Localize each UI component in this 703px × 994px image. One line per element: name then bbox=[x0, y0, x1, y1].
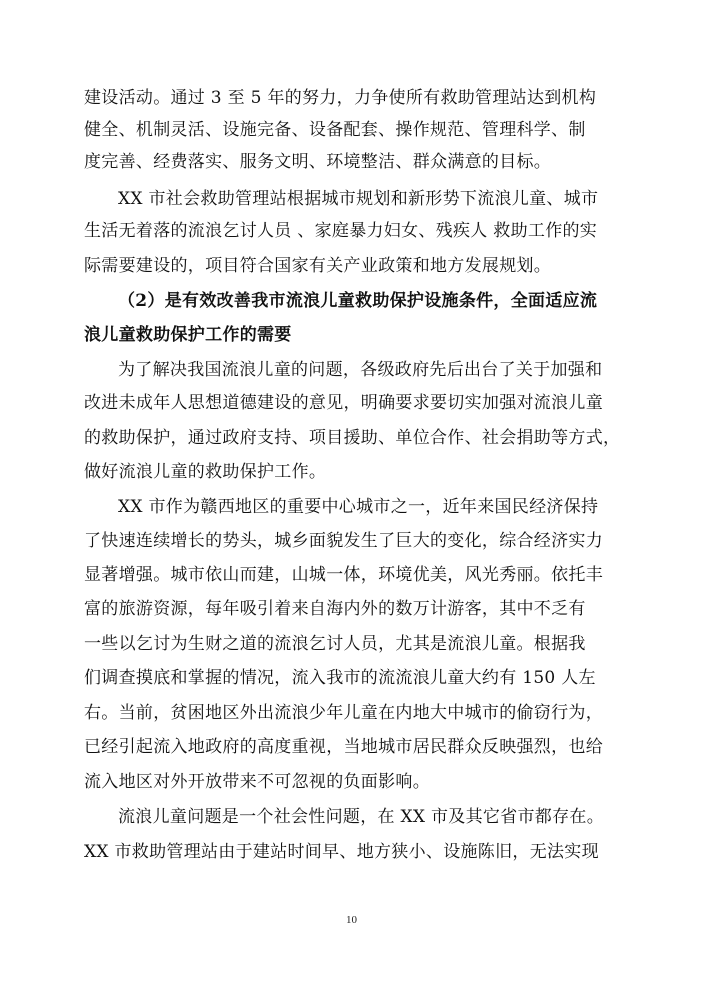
paragraph-line: 的救助保护，通过政府支持、项目援助、单位合作、社会捐助等方式， bbox=[84, 428, 621, 448]
section-heading-line: 浪儿童救助保护工作的需要 bbox=[84, 325, 292, 345]
watermark: ​ bbox=[298, 332, 302, 362]
paragraph-line: 际需要建设的，项目符合国家有关产业政策和地方发展规划。 bbox=[84, 256, 552, 276]
page-number: 10 bbox=[346, 914, 357, 926]
paragraph-line: 了快速连续增长的势头，城乡面貌发生了巨大的变化，综合经济实力 bbox=[84, 531, 603, 551]
paragraph-line: 显著增强。城市依山而建，山城一体，环境优美，风光秀丽。依托丰 bbox=[84, 565, 603, 585]
paragraph-line: 生活无着落的流浪乞讨人员 、家庭暴力妇女、残疾人 救助工作的实 bbox=[84, 221, 598, 241]
paragraph-line: 做好流浪儿童的救助保护工作。 bbox=[84, 462, 327, 482]
paragraph-line: 为了解决我国流浪儿童的问题，各级政府先后出台了关于加强和 bbox=[118, 360, 603, 380]
paragraph-line: 一些以乞讨为生财之道的流浪乞讨人员，尤其是流浪儿童。根据我 bbox=[84, 634, 586, 654]
paragraph-line: 已经引起流入地政府的高度重视，当地城市居民群众反映强烈，也给 bbox=[84, 737, 603, 757]
paragraph-line: 富的旅游资源，每年吸引着来自海内外的数万计游客，其中不乏有 bbox=[84, 599, 586, 619]
paragraph-line: XX 市作为赣西地区的重要中心城市之一，近年来国民经济保持 bbox=[118, 497, 599, 517]
paragraph-line: 流入地区对外开放带来不可忽视的负面影响。 bbox=[84, 772, 430, 792]
paragraph-line: 度完善、经费落实、服务文明、环境整洁、群众满意的目标。 bbox=[84, 152, 552, 172]
paragraph-line: 右。当前，贫困地区外出流浪少年儿童在内地大中城市的偷窃行为， bbox=[84, 703, 603, 723]
section-heading-line: （2）是有效改善我市流浪儿童救助保护设施条件，全面适应流 bbox=[118, 291, 598, 311]
paragraph-line: XX 市救助管理站由于建站时间早、地方狭小、设施陈旧，无法实现 bbox=[84, 842, 599, 862]
paragraph-line: 流浪儿童问题是一个社会性问题，在 XX 市及其它省市都存在。 bbox=[118, 807, 605, 827]
paragraph-line: 健全、机制灵活、设施完备、设备配套、操作规范、管理科学、制 bbox=[84, 120, 586, 140]
paragraph-line: 改进未成年人思想道德建设的意见，明确要求要切实加强对流浪儿童 bbox=[84, 393, 603, 413]
paragraph-line: 们调查摸底和掌握的情况，流入我市的流流浪儿童大约有 150 人左 bbox=[84, 668, 596, 688]
paragraph-line: XX 市社会救助管理站根据城市规划和新形势下流浪儿童、城市 bbox=[118, 189, 599, 209]
paragraph-line: 建设活动。通过 3 至 5 年的努力，力争使所有救助管理站达到机构 bbox=[84, 88, 597, 108]
